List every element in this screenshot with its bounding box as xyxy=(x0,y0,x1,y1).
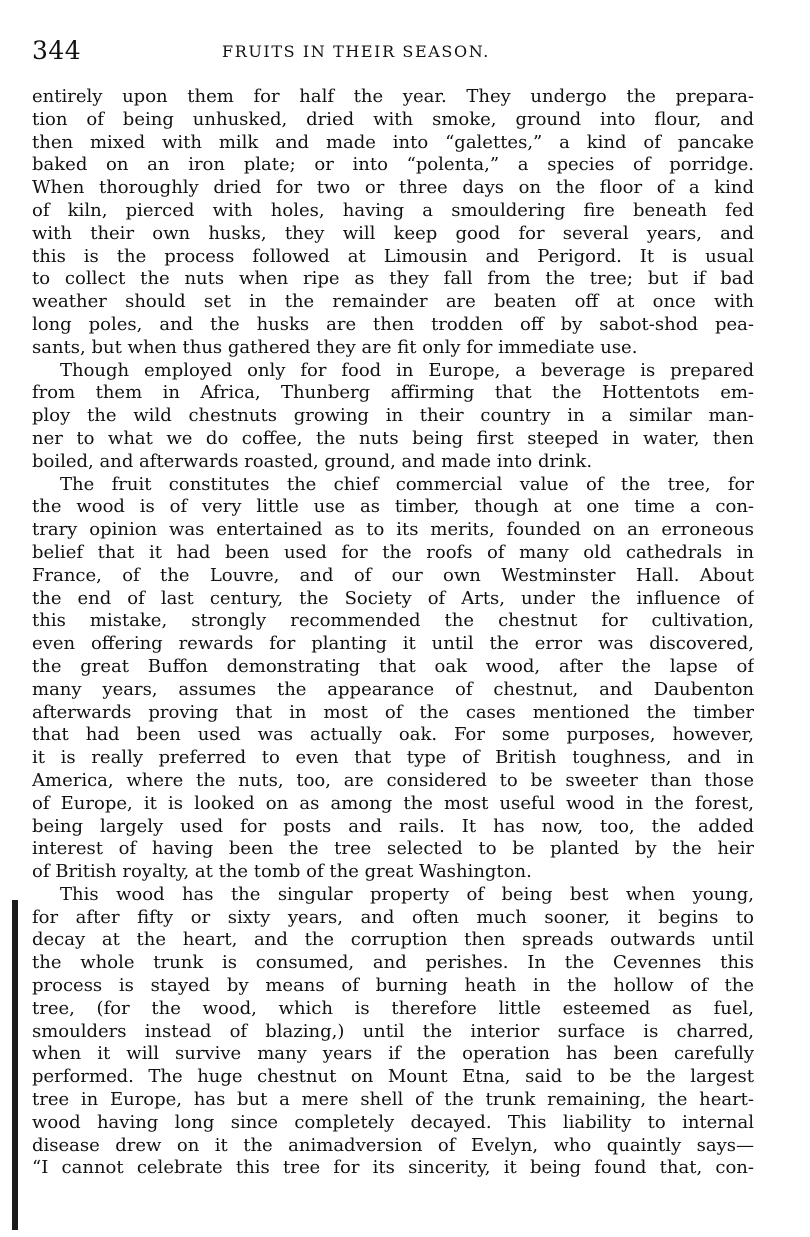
text-line: it is really preferred to even that type of British toughness, and in xyxy=(32,747,754,769)
text-line: for after fifty or sixty years, and often much sooner, it begins to xyxy=(32,906,754,928)
text-line: when it will survive many years if the operation has been carefully xyxy=(32,1043,754,1065)
text-line: America, where the nuts, too, are considered to be sweeter than those xyxy=(32,769,754,791)
text-line: to collect the nuts when ripe as they fall from the tree; but if bad xyxy=(32,268,754,290)
text-line: weather should set in the remainder are beaten off at once with xyxy=(32,291,754,313)
text-line: then mixed with milk and made into “galettes,” a kind of pancake xyxy=(32,131,754,153)
text-line: the wood is of very little use as timber, though at one time a con- xyxy=(32,496,754,518)
paragraph-start-line: The fruit constitutes the chief commercial value of the tree, for xyxy=(60,473,754,495)
text-line: decay at the heart, and the corruption then spreads outwards until xyxy=(32,929,754,951)
text-line: even offering rewards for planting it until the error was discovered, xyxy=(32,633,754,655)
text-line: tree in Europe, has but a mere shell of the trunk remaining, the heart- xyxy=(32,1089,754,1111)
text-line: process is stayed by means of burning heath in the hollow of the xyxy=(32,975,754,997)
text-line: this is the process followed at Limousin and Perigord. It is usual xyxy=(32,245,754,267)
text-line: sants, but when thus gathered they are fit only for immediate use. xyxy=(32,336,638,358)
text-line: that had been used was actually oak. For some purposes, however, xyxy=(32,724,754,746)
text-line: When thoroughly dried for two or three days on the floor of a kind xyxy=(32,177,754,199)
page-header xyxy=(32,36,772,66)
text-line: performed. The huge chestnut on Mount Etna, said to be the largest xyxy=(32,1066,754,1088)
text-line: this mistake, strongly recommended the chestnut for cultivation, xyxy=(32,610,754,632)
text-line: long poles, and the husks are then trodden off by sabot-shod pea- xyxy=(32,313,754,335)
paragraph-start-line: This wood has the singular property of being best when young, xyxy=(60,883,754,905)
text-line: tree, (for the wood, which is therefore little esteemed as fuel, xyxy=(32,997,754,1019)
binding-edge-mark xyxy=(12,900,18,1230)
text-line: France, of the Louvre, and of our own Westminster Hall. About xyxy=(32,564,754,586)
text-line: being largely used for posts and rails. It has now, too, the added xyxy=(32,815,754,837)
text-line: baked on an iron plate; or into “polenta,” a species of porridge. xyxy=(32,154,754,176)
text-line: many years, assumes the appearance of chestnut, and Daubenton xyxy=(32,678,754,700)
text-line: of British royalty, at the tomb of the great Washington. xyxy=(32,861,532,883)
text-line: the whole trunk is consumed, and perishes. In the Cevennes this xyxy=(32,952,754,974)
text-line: from them in Africa, Thunberg affirming that the Hottentots em- xyxy=(32,382,754,404)
text-line: belief that it had been used for the roofs of many old cathedrals in xyxy=(32,541,754,563)
text-line: boiled, and afterwards roasted, ground, and made into drink. xyxy=(32,450,593,472)
running-head: FRUITS IN THEIR SEASON. xyxy=(222,42,490,61)
text-line: “I cannot celebrate this tree for its sincerity, it being found that, con- xyxy=(32,1157,754,1179)
page-number: 344 xyxy=(32,36,82,65)
text-line: tion of being unhusked, dried with smoke, ground into flour, and xyxy=(32,108,754,130)
text-line: disease drew on it the animadversion of Evelyn, who quaintly says— xyxy=(32,1134,754,1156)
text-line: smoulders instead of blazing,) until the interior surface is charred, xyxy=(32,1020,754,1042)
text-line: trary opinion was entertained as to its merits, founded on an erroneous xyxy=(32,519,754,541)
text-line: afterwards proving that in most of the cases mentioned the timber xyxy=(32,701,754,723)
paragraph-start-line: Though employed only for food in Europe, a beverage is prepared xyxy=(60,359,754,381)
text-line: ploy the wild chestnuts growing in their country in a similar man- xyxy=(32,405,754,427)
text-line: the great Buffon demonstrating that oak wood, after the lapse of xyxy=(32,655,754,677)
body-text xyxy=(32,86,754,1180)
text-line: ner to what we do coffee, the nuts being first steeped in water, then xyxy=(32,427,754,449)
text-line: of kiln, pierced with holes, having a smouldering fire beneath fed xyxy=(32,199,754,221)
text-line: of Europe, it is looked on as among the most useful wood in the forest, xyxy=(32,792,754,814)
text-line: entirely upon them for half the year. They undergo the prepara- xyxy=(32,86,754,107)
text-line: interest of having been the tree selected to be planted by the heir xyxy=(32,838,754,860)
text-line: the end of last century, the Society of Arts, under the influence of xyxy=(32,587,754,609)
text-line: wood having long since completely decayed. This liability to internal xyxy=(32,1111,754,1133)
text-line: with their own husks, they will keep good for several years, and xyxy=(32,222,754,244)
